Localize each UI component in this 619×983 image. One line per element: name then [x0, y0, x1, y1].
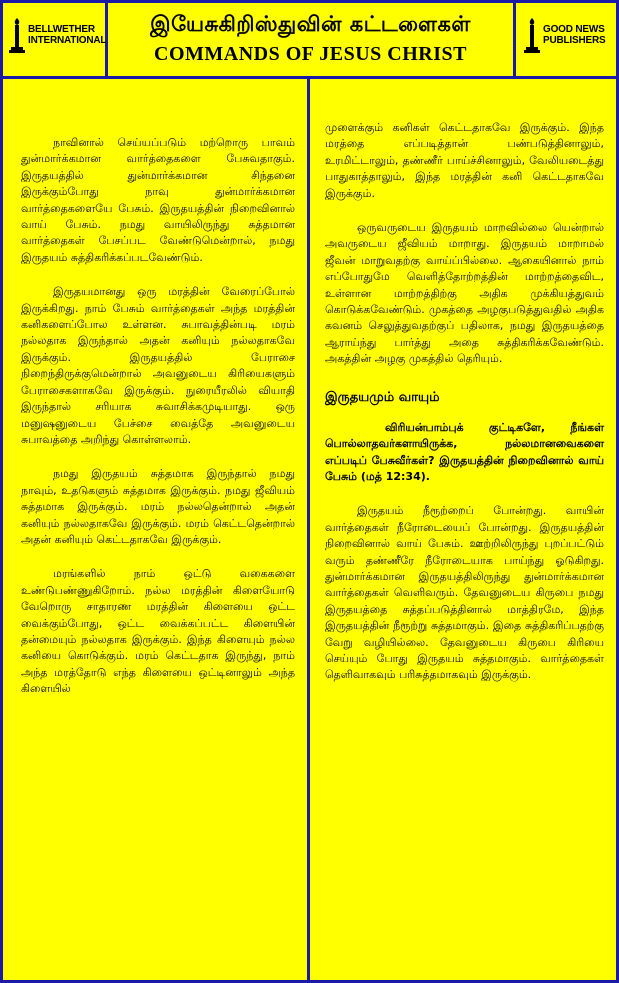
right-paragraph-2: ஒருவருடைய இருதயம் மாறவில்லை யென்றால் அவருடைய ஜீவியம் மாறாது. இருதயம் மாறாமல் ஜீவன் மாறுவதற்கு வாய்ப்பில்லை. ஆகையினால் நாம் எப்போதுமே வெளித்தோற்றத்தின் மாற்றத்தைவிட, உள்ளான மாற்றத்திற்கு அதிக முக்கியத்துவம் கொடுக்கவேண்டும். முகத்தை அழகுபடுத்துவதில் அதிக கவனம் செலுத்துவதற்குப் பதிலாக, நமது இருதயத்தை ஆராய்ந்து பார்த்து அதை சுத்திகரிக்கவேண்டும். அகத்தின் அழகு முகத்தில் தெரியும். [325, 221, 604, 366]
left-logo-cell [3, 3, 108, 76]
right-column [310, 79, 616, 980]
lamp-icon [9, 17, 25, 53]
left-logo-line-2: INTERNATIONAL [28, 35, 107, 46]
left-paragraph-2: இருதயமானது ஒரு மரத்தின் வேரைப்போல் இருக்கிறது. நாம் பேசும் வார்த்தைகள் அந்த மரத்தின் கனிகளைப்போல உள்ளன. சுபாவத்தின்படி மரம் நல்லதாக இருந்தால் அதன் கனியும் நல்லதாகவே இருக்கும். இருதயத்தில் பேராசை நிறைந்திருக்குமென்றால் அவனுடைய கிரியைகளும் பேராசைகளாகவே இருக்கும். நுரையீரலில் வியாதி இருந்தால் சரியாக சுவாசிக்கமுடியாது. ஒரு மனுஷனுடைய பேச்சை வைத்தே அவனுடைய சுபாவத்தை அறிந்து கொள்ளலாம். [21, 285, 295, 446]
left-paragraph-1: நாவினால் செய்யப்படும் மற்றொரு பாவம் துன்மார்க்கமான வார்த்தைகளை பேசுவதாகும். இருதயத்தில் துன்மார்க்கமான சிந்தனை இருக்கும்போது நாவு துன்மார்க்கமான வார்த்தைகளையே பேசும். இருதயத்தின் நிறைவினால் வாய் பேசும். நமது வாயிலிருந்து சுத்தமான வார்த்தைகள் பேசப்பட வேண்டுமென்றால், நமது இருதயம் சுத்திகரிக்கப்படவேண்டும். [21, 136, 295, 264]
right-logo-text [543, 24, 605, 46]
title-cell [108, 3, 516, 76]
header [3, 3, 616, 79]
left-paragraph-4: மரங்களில் நாம் ஒட்டு வகைகளை உண்டுபண்ணுகிறோம். நல்ல மரத்தின் கிளையோடு வேறொரு சாதாரண மரத்தின் கிளையை ஒட்ட வைக்கும்போது, ஒட்ட வைக்கப்பட்ட கிளையின் தன்மையும் நல்லதாக இருக்கும். இந்த கிளையும் நல்ல கனியை கொடுக்கும். மரம் கெட்டதாக இருந்து, நாம் அந்த மரத்தோடு எந்த கிளையை ஒட்டினாலும் அந்த கிளையில் [21, 567, 295, 696]
left-logo-line-1: BELLWETHER [28, 24, 95, 35]
left-column [3, 79, 310, 980]
section-heading: இருதயமும் வாயும் [325, 389, 440, 405]
right-paragraph-3: இருதயம் நீரூற்றைப் போன்றது. வாயின் வார்த்தைகள் நீரோடையைப் போன்றது. இருதயத்தின் நிறைவினால் வாய் பேசும். ஊற்றிலிருந்து புறப்பட்டும் வரும் தண்ணீரே நீரோடையாக பாய்ந்து ஓடுகிறது. துன்மார்க்கமான இருதயத்திலிருந்து துன்மார்க்கமான வார்த்தைகள் வெளிவரும். தேவனுடைய கிருபை நமது இருதயத்தை சுத்தப்படுத்தினால் மாத்திரமே, இந்த இருதயத்தின் நீரூற்று சுத்தமாகும். இதை சுத்திகரிப்பதற்கு வேறு வழியில்லை. தேவனுடைய கிருபை கிரியை செய்யும் போது இருதயம் சுத்தமாகும். வார்த்தைகள் தெளிவாகவும் பரிசுத்தமாகவும் இருக்கும். [325, 504, 604, 682]
good-news-logo [524, 17, 605, 53]
right-logo-line-1: GOOD NEWS [543, 24, 605, 35]
bellwether-logo [9, 17, 106, 53]
lamp-icon [524, 17, 540, 53]
scripture-verse: விரியன்பாம்புக் குட்டிகளே, நீங்கள் பொல்லாதவர்களாயிருக்க, நல்லமானவைகளை எப்படிப் பேசுவீர்கள்? இருதயத்தின் நிறைவினால் வாய் பேசும் (மத் 12:34). [325, 420, 604, 483]
title-english: COMMANDS OF JESUS CHRIST [154, 43, 467, 65]
left-paragraph-3: நமது இருதயம் சுத்தமாக இருந்தால் நமது நாவும், உதடுகளும் சுத்தமாக இருக்கும். நமது ஜீவியம் சுத்தமாக இருக்கும். மரம் நல்லதென்றால் அதன் கனியும் நல்லதாகவே இருக்கும். மரம் கெட்டதென்றால் அதன் கனியும் கெட்டதாகவே இருக்கும். [21, 467, 295, 546]
left-logo-text [28, 24, 106, 46]
title-tamil: இயேசுகிறிஸ்துவின் கட்டளைகள் [150, 12, 471, 36]
right-paragraph-1: முளைக்கும் கனிகள் கெட்டதாகவே இருக்கும். இந்த மரத்தை எப்படித்தான் பண்படுத்தினாலும், உரமிட்டாலும், தண்ணீர் பாய்ச்சினாலும், வேலியடைத்து பாதுகாத்தாலும், இந்த மரத்தின் கனி கெட்டதாகவே இருக்கும். [325, 121, 604, 200]
right-logo-line-2: PUBLISHERS [543, 35, 606, 46]
right-logo-cell [516, 3, 616, 76]
